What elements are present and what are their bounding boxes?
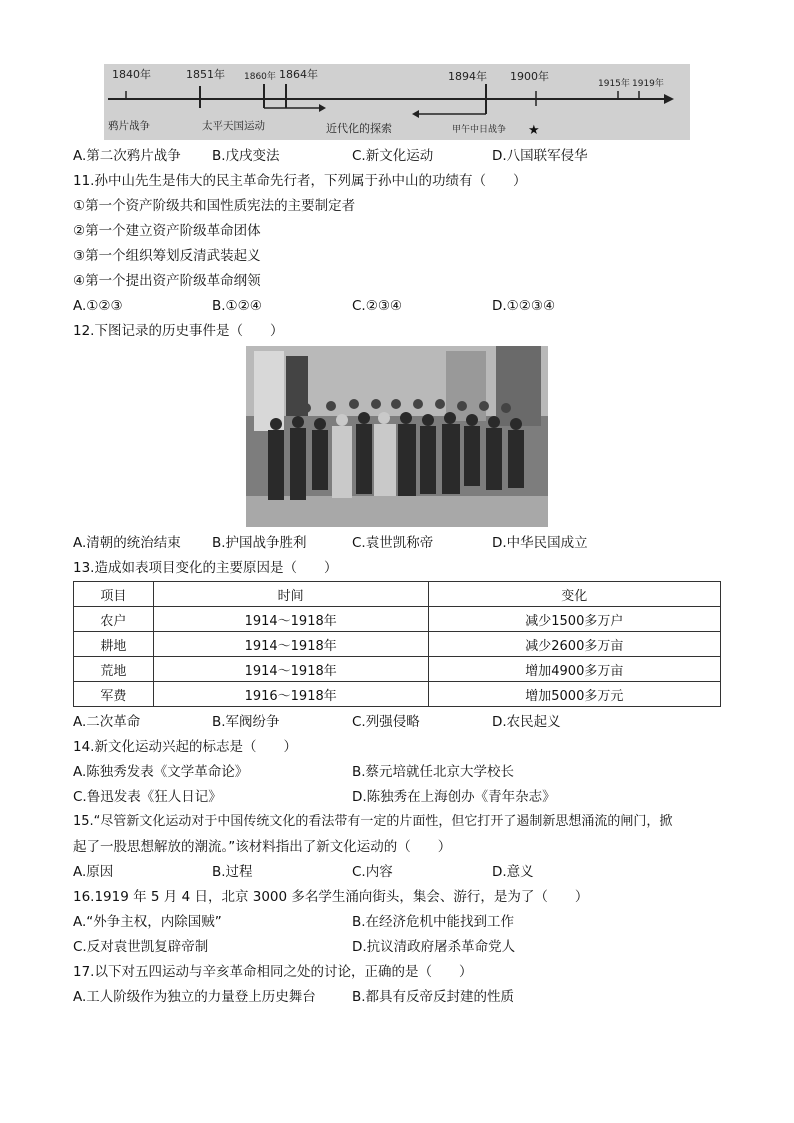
group-photo-svg: [246, 346, 548, 527]
q10-option-b[interactable]: B.戊戌变法: [212, 148, 280, 164]
year-label-1860: 1860年: [244, 72, 276, 82]
q16-option-a[interactable]: A.“外争主权，内除国贼”: [73, 914, 222, 930]
q17-stem: 17.以下对五四运动与辛亥革命相同之处的讨论，正确的是（ ）: [73, 964, 473, 980]
table-cell: 增加5000多万元: [428, 682, 720, 707]
q10-option-c[interactable]: C.新文化运动: [352, 148, 434, 164]
year-label-1894: 1894年: [448, 70, 487, 83]
year-label-1840: 1840年: [112, 68, 151, 81]
q14-option-c[interactable]: C.鲁迅发表《狂人日记》: [73, 789, 222, 805]
year-label-1900: 1900年: [510, 70, 549, 83]
q12-option-d[interactable]: D.中华民国成立: [492, 535, 588, 551]
timeline-svg: [104, 64, 690, 140]
q11-stem: 11.孙中山先生是伟大的民主革命先行者，下列属于孙中山的功绩有（ ）: [73, 173, 527, 189]
table-row: [74, 607, 721, 632]
q16-option-c[interactable]: C.反对袁世凯复辟帝制: [73, 939, 209, 955]
table-header-row: [74, 582, 721, 607]
table-cell: 增加4900多万亩: [428, 657, 720, 682]
q11-item-1: ①第一个资产阶级共和国性质宪法的主要制定者: [73, 198, 356, 214]
q16-stem: 16.1919 年 5 月 4 日，北京 3000 多名学生涌向街头，集会、游行，是为了（ ）: [73, 889, 589, 905]
star-marker: ★: [528, 123, 540, 138]
table-cell: 军费: [74, 682, 154, 707]
table-row: [74, 657, 721, 682]
year-label-1864: 1864年: [279, 68, 318, 81]
timeline-figure: [104, 64, 690, 140]
q12-option-b[interactable]: B.护国战争胜利: [212, 535, 307, 551]
event-label-sino-japanese-war: 甲午中日战争: [452, 125, 507, 135]
q14-option-a[interactable]: A.陈独秀发表《文学革命论》: [73, 764, 249, 780]
q10-option-a[interactable]: A.第二次鸦片战争: [73, 148, 181, 164]
q15-option-c[interactable]: C.内容: [352, 864, 393, 880]
q14-option-b[interactable]: B.蔡元培就任北京大学校长: [352, 764, 515, 780]
historical-group-photo: [246, 346, 548, 527]
q16-option-b[interactable]: B.在经济危机中能找到工作: [352, 914, 515, 930]
q15-option-b[interactable]: B.过程: [212, 864, 253, 880]
q11-item-2: ②第一个建立资产阶级革命团体: [73, 223, 261, 239]
table-cell: 1914～1918年: [153, 657, 428, 682]
q16-option-d[interactable]: D.抗议清政府屠杀革命党人: [352, 939, 516, 955]
q10-option-d[interactable]: D.八国联军侵华: [492, 148, 588, 164]
event-label-opium-war: 鸦片战争: [108, 120, 150, 132]
q12-option-a[interactable]: A.清朝的统治结束: [73, 535, 181, 551]
q12-option-c[interactable]: C.袁世凯称帝: [352, 535, 434, 551]
q12-stem: 12.下图记录的历史事件是（ ）: [73, 323, 284, 339]
table-cell: 1914～1918年: [153, 632, 428, 657]
q13-option-b[interactable]: B.军阀纷争: [212, 714, 280, 730]
table-header-change: 变化: [428, 582, 720, 607]
q14-option-d[interactable]: D.陈独秀在上海创办《青年杂志》: [352, 789, 556, 805]
q15-stem-line1: 15.“尽管新文化运动对于中国传统文化的看法带有一定的片面性，但它打开了遏制新思想涌流的闸门，掀: [73, 814, 673, 829]
table-row: [74, 632, 721, 657]
q11-option-a[interactable]: A.①②③: [73, 298, 123, 314]
year-label-1915: 1915年: [598, 79, 630, 89]
q15-option-a[interactable]: A.原因: [73, 864, 114, 880]
q13-option-a[interactable]: A.二次革命: [73, 714, 141, 730]
q13-data-table: [73, 581, 721, 707]
table-cell: 1914～1918年: [153, 607, 428, 632]
q11-item-4: ④第一个提出资产阶级革命纲领: [73, 273, 261, 289]
table-cell: 荒地: [74, 657, 154, 682]
table-cell: 减少1500多万户: [428, 607, 720, 632]
table-cell: 1916～1918年: [153, 682, 428, 707]
q11-item-3: ③第一个组织筹划反清武装起义: [73, 248, 261, 264]
table-cell: 农户: [74, 607, 154, 632]
table-header-time: 时间: [153, 582, 428, 607]
table-cell: 减少2600多万亩: [428, 632, 720, 657]
q17-option-a[interactable]: A.工人阶级作为独立的力量登上历史舞台: [73, 989, 316, 1005]
q11-option-b[interactable]: B.①②④: [212, 298, 262, 314]
q13-option-c[interactable]: C.列强侵略: [352, 714, 420, 730]
q13-option-d[interactable]: D.农民起义: [492, 714, 561, 730]
year-label-1919: 1919年: [632, 79, 664, 89]
table-header-item: 项目: [74, 582, 154, 607]
year-label-1851: 1851年: [186, 68, 225, 81]
table-cell: 耕地: [74, 632, 154, 657]
event-label-taiping: 太平天国运动: [202, 120, 265, 132]
q15-stem-line2: 起了一股思想解放的潮流。”该材料指出了新文化运动的（ ）: [73, 839, 452, 855]
q15-option-d[interactable]: D.意义: [492, 864, 534, 880]
q17-option-b[interactable]: B.都具有反帝反封建的性质: [352, 989, 515, 1005]
q11-option-d[interactable]: D.①②③④: [492, 298, 556, 314]
q11-option-c[interactable]: C.②③④: [352, 298, 403, 314]
event-label-modernization: 近代化的探索: [326, 122, 392, 135]
q13-stem: 13.造成如表项目变化的主要原因是（ ）: [73, 560, 338, 576]
q14-stem: 14.新文化运动兴起的标志是（ ）: [73, 739, 297, 755]
table-row: [74, 682, 721, 707]
